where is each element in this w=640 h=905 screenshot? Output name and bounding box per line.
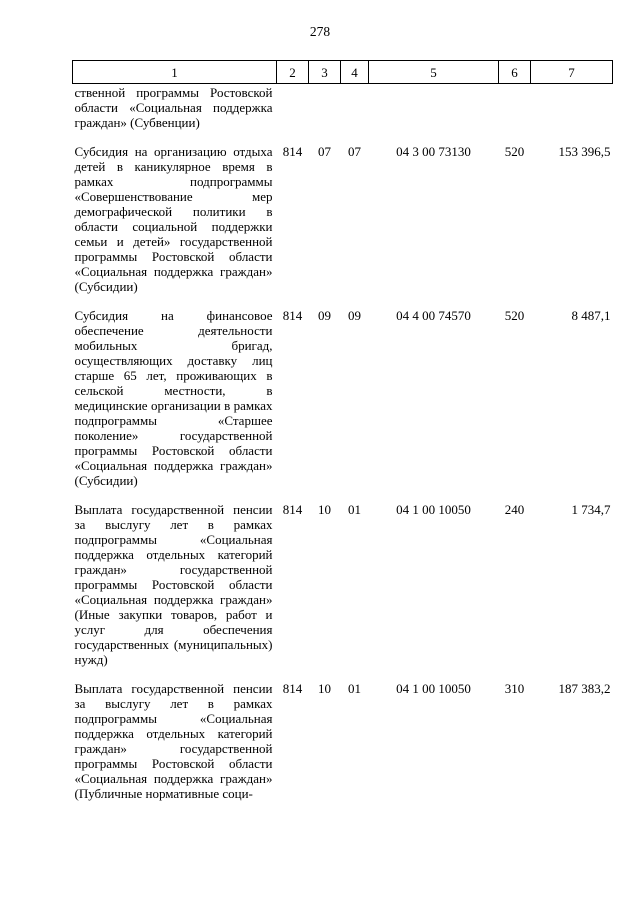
row-expense-type: 520 [504, 308, 525, 323]
row-section-code: 07 [318, 144, 331, 159]
row-target-code: 04 4 00 74570 [396, 308, 471, 323]
row-ministry-code: 814 [282, 502, 303, 517]
row-amount: 187 383,2 [558, 681, 611, 696]
row-name: Субсидия на организацию отдыха детей в каникулярное время в рамках подпрограммы «Совершенствование мер демографической политики в области социальной поддержки семьи и детей» государственной программы Ростовской области «Социальная поддержка граждан» (Субсидии) [74, 144, 273, 294]
header-cell: 3 [309, 61, 341, 84]
row-section-code: 10 [318, 502, 331, 517]
table-row [73, 502, 613, 681]
row-ministry-code: 814 [282, 681, 303, 696]
row-amount: 1 734,7 [571, 502, 611, 517]
row-subsection-code: 01 [348, 502, 361, 517]
row-section-code [309, 84, 341, 145]
row-expense-type [499, 84, 531, 145]
row-target-code: 04 3 00 73130 [396, 144, 471, 159]
row-target-code: 04 1 00 10050 [396, 681, 471, 696]
table-row [73, 144, 613, 308]
row-subsection-code: 01 [348, 681, 361, 696]
row-name: Выплата государственной пенсии за выслугу лет в рамках подпрограммы «Социальная поддержка отдельных категорий граждан» государственной программы Ростовской области «Социальная поддержка граждан» (Иные закупки товаров, работ и услуг для обеспечения государственных (муниципальных) нужд) [74, 502, 273, 667]
row-expense-type: 240 [504, 502, 525, 517]
page-number: 278 [309, 24, 331, 39]
header-cell: 4 [341, 61, 369, 84]
row-target-code: 04 1 00 10050 [396, 502, 471, 517]
row-ministry-code: 814 [282, 308, 303, 323]
row-subsection-code: 09 [348, 308, 361, 323]
row-section-code: 10 [318, 681, 331, 696]
row-name: Субсидия на финансовое обеспечение деятельности мобильных бригад, осуществляющих доставку лиц старше 65 лет, проживающих в сельской местности, в медицинские организации в рамках подпрограммы «Старшее поколение» государственной программы Ростовской области «Социальная поддержка граждан» (Субсидии) [74, 308, 273, 488]
header-cell: 1 [73, 61, 277, 84]
header-cell: 5 [369, 61, 499, 84]
row-target-code [369, 84, 499, 145]
table-header [73, 61, 613, 84]
table-row [73, 84, 613, 145]
header-cell: 7 [531, 61, 613, 84]
row-subsection-code: 07 [348, 144, 361, 159]
row-subsection-code [341, 84, 369, 145]
row-ministry-code: 814 [282, 144, 303, 159]
budget-table [72, 60, 613, 815]
row-name: ственной программы Ростовской области «Социальная поддержка граждан» (Субвенции) [74, 85, 273, 130]
row-amount: 8 487,1 [571, 308, 611, 323]
row-amount [531, 84, 613, 145]
table-row [73, 681, 613, 815]
row-expense-type: 310 [504, 681, 525, 696]
header-cell: 2 [277, 61, 309, 84]
row-amount: 153 396,5 [558, 144, 611, 159]
row-section-code: 09 [318, 308, 331, 323]
row-ministry-code [277, 84, 309, 145]
table-row [73, 308, 613, 502]
row-name: Выплата государственной пенсии за выслугу лет в рамках подпрограммы «Социальная поддержка отдельных категорий граждан» государственной программы Ростовской области «Социальная поддержка граждан» (Публичные нормативные соци- [74, 681, 273, 801]
row-expense-type: 520 [504, 144, 525, 159]
header-cell: 6 [499, 61, 531, 84]
